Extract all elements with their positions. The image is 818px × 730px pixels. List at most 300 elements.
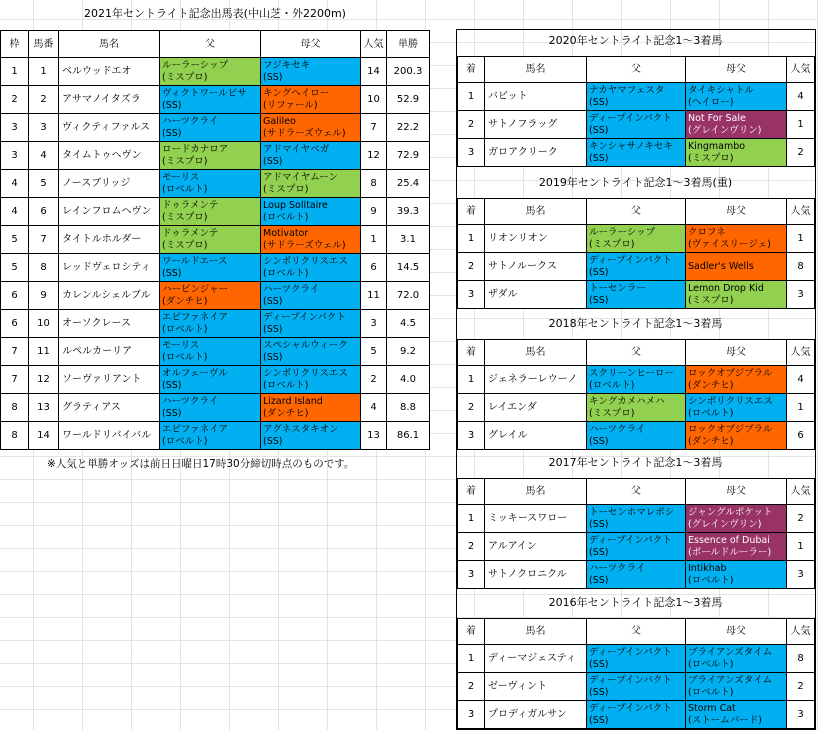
entry-popularity: 5 — [361, 338, 387, 366]
results-header-row — [458, 57, 815, 83]
entry-broodmare-sire-line: (SS) — [263, 71, 283, 83]
result-row — [458, 394, 815, 422]
result-popularity: 4 — [787, 366, 815, 394]
entry-popularity: 7 — [361, 114, 387, 142]
result-horse-name: アルアイン — [485, 533, 587, 561]
result-row — [458, 561, 815, 589]
result-sire-line: (SS) — [589, 546, 609, 558]
result-broodmare-sire-line: (ヘイロー) — [688, 96, 734, 108]
entry-odds: 3.1 — [387, 226, 430, 254]
entry-broodmare-sire — [261, 58, 361, 86]
entry-odds: 8.8 — [387, 394, 430, 422]
entry-broodmare-sire — [261, 198, 361, 226]
results-table — [457, 198, 815, 309]
entry-sire-name: ロードカナロア — [162, 143, 229, 155]
results-header-row — [458, 199, 815, 225]
result-row — [458, 701, 815, 729]
entry-popularity: 9 — [361, 198, 387, 226]
entry-horse-name: ベルウッドエオ — [59, 58, 160, 86]
entry-umaban: 13 — [29, 394, 59, 422]
entry-sire-name: ルーラーシップ — [162, 59, 229, 71]
result-broodmare-sire-name: ブライアンズタイム — [688, 646, 773, 658]
result-row — [458, 139, 815, 167]
entry-broodmare-sire — [261, 338, 361, 366]
entry-sire — [160, 366, 261, 394]
entry-sire — [160, 170, 261, 198]
entry-umaban: 12 — [29, 366, 59, 394]
result-row — [458, 673, 815, 701]
entries-table — [0, 30, 430, 450]
result-broodmare-sire-name: Not For Sale — [688, 112, 746, 124]
header-sire: 父 — [587, 199, 686, 225]
entry-popularity: 11 — [361, 282, 387, 310]
entry-sire — [160, 114, 261, 142]
entry-sire-name: ハービンジャー — [162, 283, 229, 295]
result-sire-line: (SS) — [589, 96, 609, 108]
entry-umaban: 3 — [29, 114, 59, 142]
header-ninki: 人気 — [787, 619, 815, 645]
entry-sire — [160, 58, 261, 86]
results-title: 2018年セントライト記念1～3着馬 — [548, 317, 723, 330]
result-sire — [587, 225, 686, 253]
result-horse-name: サトノフラッグ — [485, 111, 587, 139]
entry-umaban: 2 — [29, 86, 59, 114]
result-popularity: 1 — [787, 394, 815, 422]
result-broodmare-sire — [686, 533, 787, 561]
results-header-row — [458, 619, 815, 645]
entry-odds: 9.2 — [387, 338, 430, 366]
entry-umaban: 5 — [29, 170, 59, 198]
entry-row — [1, 170, 430, 198]
entry-broodmare-sire-name: スペシャルウィーク — [263, 339, 348, 351]
entry-broodmare-sire — [261, 366, 361, 394]
result-sire-line: (ロベルト) — [589, 379, 635, 391]
result-broodmare-sire-name: Intikhab — [688, 562, 727, 574]
header-ninki: 人気 — [787, 479, 815, 505]
entry-broodmare-sire-name: シンボリクリスエス — [263, 367, 348, 379]
result-sire-line: (SS) — [589, 152, 609, 164]
entry-odds: 14.5 — [387, 254, 430, 282]
header-ninki: 人気 — [787, 340, 815, 366]
result-sire-name: ディープインパクト — [589, 702, 672, 714]
result-sire-name: ディープインパクト — [589, 674, 672, 686]
entry-odds: 39.3 — [387, 198, 430, 226]
result-broodmare-sire — [686, 111, 787, 139]
entry-sire-line: (SS) — [162, 379, 182, 391]
entry-broodmare-sire-name: アドマイヤベガ — [263, 143, 330, 155]
entry-odds: 72.9 — [387, 142, 430, 170]
result-rank: 2 — [458, 394, 485, 422]
result-horse-name: グレイル — [485, 422, 587, 450]
header-umaban: 馬番 — [29, 31, 59, 58]
entry-popularity: 2 — [361, 366, 387, 394]
result-row — [458, 533, 815, 561]
entry-horse-name: タイトルホルダー — [59, 226, 160, 254]
entry-broodmare-sire-line: (ロベルト) — [263, 267, 309, 279]
header-bms: 母父 — [261, 31, 361, 58]
result-sire-line: (SS) — [589, 574, 609, 586]
entry-broodmare-sire-name: キングヘイロー — [263, 87, 330, 99]
main-title: 2021年セントライト記念出馬表(中山芝・外2200m) — [84, 7, 346, 20]
result-row — [458, 83, 815, 111]
entry-broodmare-sire — [261, 226, 361, 254]
result-rank: 1 — [458, 645, 485, 673]
entries-header-row — [1, 31, 430, 58]
entry-broodmare-sire-line: (サドラーズウェル) — [263, 127, 346, 139]
entry-sire-line: (ロベルト) — [162, 351, 208, 363]
entry-sire — [160, 142, 261, 170]
result-horse-name: レイエンダ — [485, 394, 587, 422]
entry-umaban: 1 — [29, 58, 59, 86]
header-sire: 父 — [587, 340, 686, 366]
result-broodmare-sire-line: (グレインヴリン) — [688, 518, 762, 530]
entry-sire-name: ハーツクライ — [162, 395, 219, 407]
entry-broodmare-sire-line: (ロベルト) — [263, 211, 309, 223]
result-sire-name: トーセンラー — [589, 282, 646, 294]
results-title: 2017年セントライト記念1～3着馬 — [548, 456, 723, 469]
result-popularity: 8 — [787, 645, 815, 673]
entry-row — [1, 198, 430, 226]
entry-horse-name: アサマノイタズラ — [59, 86, 160, 114]
header-sire: 父 — [587, 57, 686, 83]
entry-broodmare-sire-line: (SS) — [263, 323, 283, 335]
result-sire-line: (ミスプロ) — [589, 238, 635, 250]
result-broodmare-sire-line: (ボールドルーラー) — [688, 546, 772, 558]
result-row — [458, 225, 815, 253]
result-broodmare-sire — [686, 701, 787, 729]
result-horse-name: ザダル — [485, 281, 587, 309]
result-sire-name: ハーツクライ — [589, 562, 646, 574]
entry-waku: 1 — [1, 58, 29, 86]
result-broodmare-sire-name: シンボリクリスエス — [688, 395, 773, 407]
header-bms: 母父 — [686, 479, 787, 505]
entry-umaban: 7 — [29, 226, 59, 254]
result-sire — [587, 281, 686, 309]
result-sire-line: (SS) — [589, 294, 609, 306]
entry-horse-name: ヴィクティファルス — [59, 114, 160, 142]
entry-row — [1, 422, 430, 450]
results-table — [457, 478, 815, 589]
result-rank: 2 — [458, 673, 485, 701]
header-sire: 父 — [587, 479, 686, 505]
header-rank: 着 — [458, 57, 485, 83]
result-broodmare-sire-name: Lemon Drop Kid — [688, 282, 764, 294]
result-row — [458, 281, 815, 309]
entry-broodmare-sire-name: アドマイヤムーン — [263, 171, 339, 183]
result-sire-line: (SS) — [589, 518, 609, 530]
result-sire — [587, 422, 686, 450]
entry-row — [1, 254, 430, 282]
entry-sire-line: (ロベルト) — [162, 183, 208, 195]
entry-sire — [160, 310, 261, 338]
result-horse-name: ジェネラーレウーノ — [485, 366, 587, 394]
entry-odds: 86.1 — [387, 422, 430, 450]
result-broodmare-sire — [686, 225, 787, 253]
header-name: 馬名 — [485, 57, 587, 83]
result-sire-name: トーセンホマレボシ — [589, 506, 675, 518]
entry-horse-name: ノースブリッジ — [59, 170, 160, 198]
result-broodmare-sire-line: (ストームバード) — [688, 714, 762, 726]
result-rank: 3 — [458, 422, 485, 450]
result-popularity: 1 — [787, 111, 815, 139]
result-broodmare-sire-name: Essence of Dubai — [688, 534, 770, 546]
entry-sire — [160, 282, 261, 310]
entry-row — [1, 366, 430, 394]
result-broodmare-sire-name: クロフネ — [688, 226, 726, 238]
result-sire-line: (SS) — [589, 658, 609, 670]
entry-sire-line: (SS) — [162, 407, 182, 419]
entry-broodmare-sire — [261, 142, 361, 170]
header-name: 馬名 — [59, 31, 160, 58]
entry-horse-name: カレンルシェルブル — [59, 282, 160, 310]
result-popularity: 8 — [787, 253, 815, 281]
entry-popularity: 4 — [361, 394, 387, 422]
entry-popularity: 1 — [361, 226, 387, 254]
result-broodmare-sire-name: ブライアンズタイム — [688, 674, 773, 686]
result-horse-name: プロディガルサン — [485, 701, 587, 729]
entry-row — [1, 86, 430, 114]
header-bms: 母父 — [686, 619, 787, 645]
entry-umaban: 10 — [29, 310, 59, 338]
entry-sire-name: ドゥラメンテ — [162, 199, 219, 211]
entry-row — [1, 58, 430, 86]
result-sire — [587, 561, 686, 589]
header-name: 馬名 — [485, 479, 587, 505]
results-header-row — [458, 340, 815, 366]
result-rank: 1 — [458, 366, 485, 394]
result-sire-name: ナカヤマフェスタ — [589, 84, 665, 96]
entry-sire-name: ワールドエース — [162, 255, 228, 267]
entry-odds: 200.3 — [387, 58, 430, 86]
entry-broodmare-sire-line: (SS) — [263, 155, 283, 167]
entry-sire-name: ヴィクトワールピサ — [162, 87, 247, 99]
result-broodmare-sire — [686, 645, 787, 673]
result-row — [458, 422, 815, 450]
result-sire — [587, 83, 686, 111]
entry-broodmare-sire — [261, 422, 361, 450]
entry-broodmare-sire-name: Motivator — [263, 227, 309, 239]
entry-waku: 4 — [1, 170, 29, 198]
entry-broodmare-sire — [261, 86, 361, 114]
result-rank: 3 — [458, 139, 485, 167]
entry-odds: 4.0 — [387, 366, 430, 394]
entry-waku: 5 — [1, 254, 29, 282]
entry-waku: 7 — [1, 366, 29, 394]
result-row — [458, 366, 815, 394]
entry-waku: 7 — [1, 338, 29, 366]
entry-sire-line: (SS) — [162, 127, 182, 139]
result-sire — [587, 673, 686, 701]
entry-popularity: 10 — [361, 86, 387, 114]
entry-horse-name: ルペルカーリア — [59, 338, 160, 366]
entry-row — [1, 282, 430, 310]
entry-broodmare-sire-name: アグネスタキオン — [263, 423, 339, 435]
header-sire: 父 — [587, 619, 686, 645]
result-sire — [587, 253, 686, 281]
entry-sire-name: ハーツクライ — [162, 115, 219, 127]
results-title: 2016年セントライト記念1～3着馬 — [548, 596, 723, 609]
entry-umaban: 4 — [29, 142, 59, 170]
result-broodmare-sire-line: (ロベルト) — [688, 574, 734, 586]
result-rank: 2 — [458, 111, 485, 139]
entry-broodmare-sire — [261, 170, 361, 198]
header-ninki: 人気 — [787, 57, 815, 83]
entry-sire-line: (SS) — [162, 99, 182, 111]
result-broodmare-sire-name: ジャングルポケット — [688, 506, 773, 518]
header-rank: 着 — [458, 479, 485, 505]
result-broodmare-sire-line: (ロベルト) — [688, 407, 734, 419]
entry-sire-name: エピファネイア — [162, 423, 228, 435]
header-bms: 母父 — [686, 340, 787, 366]
result-sire-name: スクリーンヒーロー — [589, 367, 674, 379]
entry-broodmare-sire-name: Loup Solitaire — [263, 199, 328, 211]
result-sire-line: (SS) — [589, 714, 609, 726]
result-sire — [587, 505, 686, 533]
result-broodmare-sire — [686, 394, 787, 422]
result-rank: 3 — [458, 561, 485, 589]
entry-sire — [160, 394, 261, 422]
result-popularity: 1 — [787, 225, 815, 253]
entry-row — [1, 114, 430, 142]
result-popularity: 2 — [787, 673, 815, 701]
entry-waku: 8 — [1, 422, 29, 450]
result-popularity: 3 — [787, 701, 815, 729]
result-horse-name: ガロアクリーク — [485, 139, 587, 167]
result-broodmare-sire — [686, 139, 787, 167]
result-horse-name: リオンリオン — [485, 225, 587, 253]
results-title: 2020年セントライト記念1～3着馬 — [548, 34, 723, 47]
entry-waku: 6 — [1, 282, 29, 310]
entry-sire — [160, 226, 261, 254]
result-broodmare-sire-line: (ロベルト) — [688, 658, 734, 670]
entry-broodmare-sire — [261, 114, 361, 142]
result-horse-name: ミッキースワロー — [485, 505, 587, 533]
result-sire — [587, 645, 686, 673]
entry-sire-name: エピファネイア — [162, 311, 228, 323]
entry-sire-name: オルフェーヴル — [162, 367, 228, 379]
entry-broodmare-sire-name: ハーツクライ — [263, 283, 320, 295]
result-rank: 1 — [458, 83, 485, 111]
entry-sire-line: (ダンチヒ) — [162, 295, 208, 307]
result-sire-name: ディープインパクト — [589, 646, 672, 658]
header-name: 馬名 — [485, 340, 587, 366]
result-sire-line: (SS) — [589, 435, 609, 447]
entry-broodmare-sire-line: (リファール) — [263, 99, 318, 111]
result-broodmare-sire-line: (ミスプロ) — [688, 152, 734, 164]
entry-broodmare-sire — [261, 282, 361, 310]
entry-row — [1, 394, 430, 422]
entry-row — [1, 338, 430, 366]
entry-popularity: 12 — [361, 142, 387, 170]
header-name: 馬名 — [485, 199, 587, 225]
result-broodmare-sire — [686, 83, 787, 111]
entry-horse-name: ワールドリバイバル — [59, 422, 160, 450]
entry-odds: 52.9 — [387, 86, 430, 114]
entry-horse-name: レッドヴェロシティ — [59, 254, 160, 282]
entry-sire-name: モーリス — [162, 171, 200, 183]
result-sire-name: ディープインパクト — [589, 254, 672, 266]
entry-broodmare-sire-line: (サドラーズウェル) — [263, 239, 346, 251]
entry-odds: 72.0 — [387, 282, 430, 310]
result-sire-name: キンシャサノキセキ — [589, 140, 673, 152]
result-popularity: 3 — [787, 281, 815, 309]
result-broodmare-sire — [686, 673, 787, 701]
result-popularity: 6 — [787, 422, 815, 450]
result-popularity: 1 — [787, 533, 815, 561]
header-bms: 母父 — [686, 199, 787, 225]
result-broodmare-sire-line: (グレインヴリン) — [688, 124, 762, 136]
result-broodmare-sire-name: Sadler's Wells — [688, 260, 754, 272]
result-sire-name: キングカメハメハ — [589, 395, 665, 407]
result-popularity: 2 — [787, 505, 815, 533]
result-broodmare-sire-name: Kingmambo — [688, 140, 746, 152]
header-bms: 母父 — [686, 57, 787, 83]
entry-sire-name: ドゥラメンテ — [162, 227, 219, 239]
result-sire — [587, 366, 686, 394]
result-rank: 3 — [458, 281, 485, 309]
result-popularity: 4 — [787, 83, 815, 111]
entry-popularity: 8 — [361, 170, 387, 198]
result-sire-line: (SS) — [589, 124, 609, 136]
entry-broodmare-sire-line: (SS) — [263, 351, 283, 363]
result-sire-line: (SS) — [589, 266, 609, 278]
result-broodmare-sire — [686, 505, 787, 533]
entry-sire-line: (ミスプロ) — [162, 239, 208, 251]
result-sire-name: ハーツクライ — [589, 423, 646, 435]
result-broodmare-sire-line: (ミスプロ) — [688, 294, 734, 306]
result-broodmare-sire-line: (ダンチヒ) — [688, 379, 734, 391]
entry-sire-line: (ロベルト) — [162, 435, 208, 447]
results-header-row — [458, 479, 815, 505]
result-sire-line: (ミスプロ) — [589, 407, 635, 419]
entry-waku: 6 — [1, 310, 29, 338]
result-broodmare-sire-name: タイキシャトル — [688, 84, 755, 96]
results-table — [457, 339, 815, 450]
entry-broodmare-sire-name: Galileo — [263, 115, 296, 127]
result-sire-line: (SS) — [589, 686, 609, 698]
header-odds: 単勝 — [387, 31, 430, 58]
result-broodmare-sire — [686, 281, 787, 309]
entry-odds: 4.5 — [387, 310, 430, 338]
entry-row — [1, 310, 430, 338]
entry-sire — [160, 86, 261, 114]
result-rank: 1 — [458, 505, 485, 533]
result-sire-name: ディープインパクト — [589, 534, 672, 546]
result-row — [458, 645, 815, 673]
entry-waku: 3 — [1, 142, 29, 170]
entry-popularity: 6 — [361, 254, 387, 282]
result-row — [458, 505, 815, 533]
entry-broodmare-sire-line: (SS) — [263, 435, 283, 447]
result-popularity: 3 — [787, 561, 815, 589]
result-sire — [587, 394, 686, 422]
result-sire-name: ディープインパクト — [589, 112, 672, 124]
entry-popularity: 14 — [361, 58, 387, 86]
entry-broodmare-sire-line: (ロベルト) — [263, 379, 309, 391]
result-sire — [587, 701, 686, 729]
result-rank: 2 — [458, 533, 485, 561]
entry-umaban: 6 — [29, 198, 59, 226]
results-table — [457, 618, 815, 729]
entry-horse-name: タイムトゥヘヴン — [59, 142, 160, 170]
entry-odds: 25.4 — [387, 170, 430, 198]
result-horse-name: バビット — [485, 83, 587, 111]
entry-sire-line: (SS) — [162, 267, 182, 279]
entry-broodmare-sire-name: シンボリクリスエス — [263, 255, 348, 267]
result-sire-name: ルーラーシップ — [589, 226, 656, 238]
header-waku: 枠 — [1, 31, 29, 58]
header-rank: 着 — [458, 340, 485, 366]
